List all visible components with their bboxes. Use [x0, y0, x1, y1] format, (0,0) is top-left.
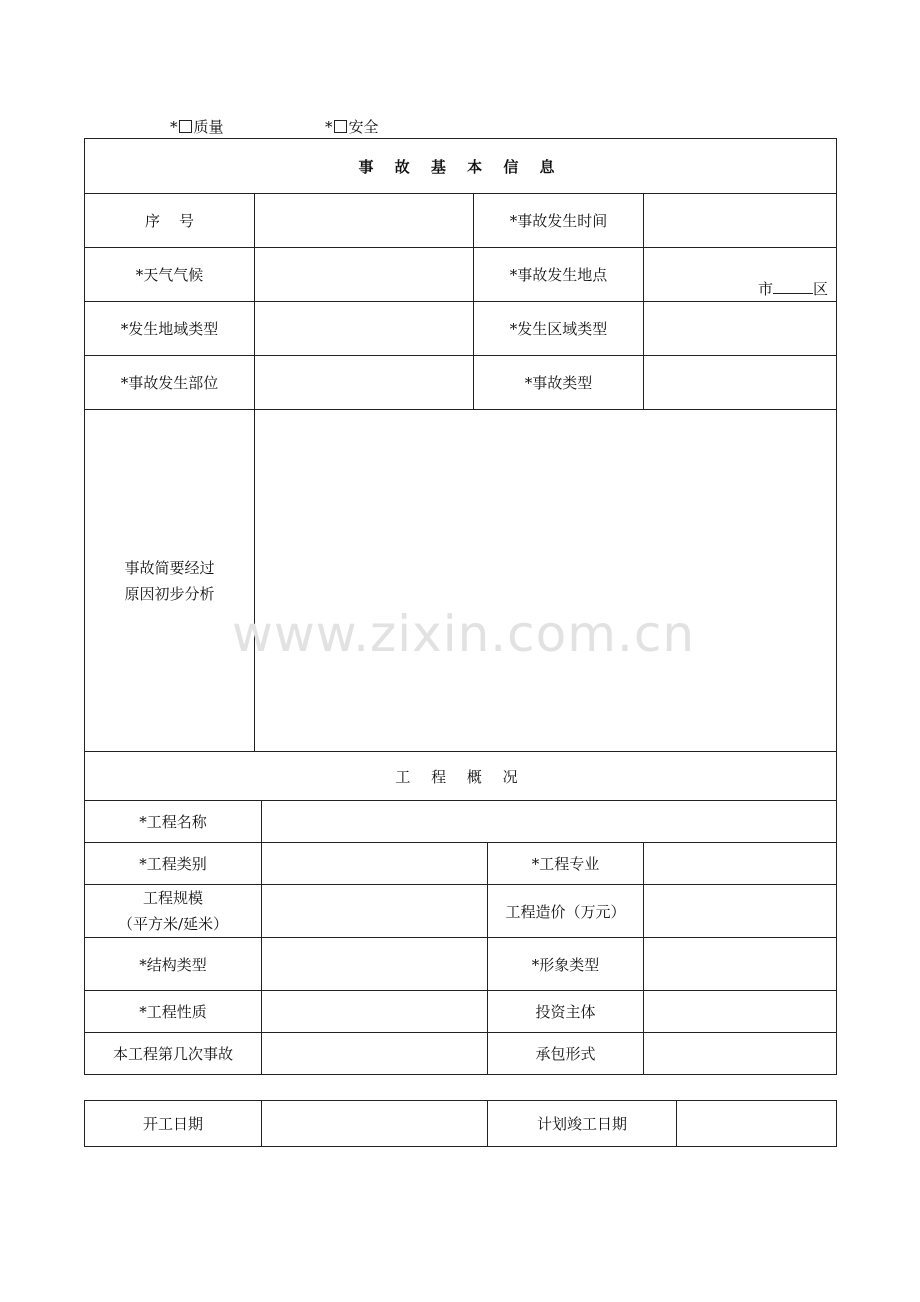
location-district-blank[interactable]	[773, 279, 813, 294]
project-name-label: *工程名称	[85, 801, 262, 843]
start-date-field[interactable]	[262, 1101, 488, 1147]
project-overview-heading: 工 程 概 况	[85, 752, 837, 801]
accident-type-label: *事故类型	[474, 356, 644, 410]
safety-check[interactable]	[325, 116, 379, 137]
summary-label-line1: 事故简要经过	[124, 558, 215, 577]
region-type-label: *发生地域类型	[85, 302, 255, 356]
accident-count-label: 本工程第几次事故	[85, 1033, 262, 1075]
accident-report-table	[84, 138, 837, 1075]
planned-completion-label: 计划竣工日期	[488, 1101, 677, 1147]
location-city-district	[758, 278, 828, 299]
accident-part-label: *事故发生部位	[85, 356, 255, 410]
site-watermark: www.zixin.com.cn	[232, 605, 696, 663]
contract-form-field[interactable]	[644, 1033, 837, 1075]
quality-required-mark: *	[170, 117, 178, 136]
occurrence-time-field[interactable]	[644, 194, 837, 248]
contract-form-label: 承包形式	[488, 1033, 644, 1075]
project-scale-field[interactable]	[262, 885, 488, 938]
start-date-label: 开工日期	[85, 1101, 262, 1147]
accident-info-heading: 事 故 基 本 信 息	[85, 139, 837, 194]
investor-label: 投资主体	[488, 991, 644, 1033]
quality-check[interactable]	[170, 116, 224, 137]
schedule-table	[84, 1100, 837, 1147]
serial-no-label: 序 号	[85, 194, 255, 248]
project-specialty-field[interactable]	[644, 843, 837, 885]
investor-field[interactable]	[644, 991, 837, 1033]
image-type-field[interactable]	[644, 938, 837, 991]
location-field[interactable]	[644, 248, 837, 302]
area-type-field[interactable]	[644, 302, 837, 356]
accident-type-field[interactable]	[644, 356, 837, 410]
serial-no-field[interactable]	[255, 194, 474, 248]
project-cost-field[interactable]	[644, 885, 837, 938]
summary-label	[85, 410, 255, 752]
project-category-field[interactable]	[262, 843, 488, 885]
weather-label: *天气气候	[85, 248, 255, 302]
project-scale-label	[85, 885, 262, 938]
quality-checkbox[interactable]	[179, 120, 192, 133]
summary-field[interactable]	[255, 410, 837, 752]
location-label: *事故发生地点	[474, 248, 644, 302]
project-name-field[interactable]	[262, 801, 837, 843]
summary-label-line2: 原因初步分析	[124, 584, 215, 603]
region-type-field[interactable]	[255, 302, 474, 356]
safety-required-mark: *	[325, 117, 333, 136]
structure-type-field[interactable]	[262, 938, 488, 991]
occurrence-time-label: *事故发生时间	[474, 194, 644, 248]
location-city: 市	[757, 280, 773, 298]
project-cost-label: 工程造价（万元）	[488, 885, 644, 938]
area-type-label: *发生区域类型	[474, 302, 644, 356]
structure-type-label: *结构类型	[85, 938, 262, 991]
image-type-label: *形象类型	[488, 938, 644, 991]
project-category-label: *工程类别	[85, 843, 262, 885]
project-scale-label-line1: 工程规模	[142, 889, 203, 907]
location-district: 区	[812, 280, 828, 298]
project-nature-label: *工程性质	[85, 991, 262, 1033]
accident-part-field[interactable]	[255, 356, 474, 410]
project-nature-field[interactable]	[262, 991, 488, 1033]
project-scale-label-line2: （平方米/延米）	[117, 915, 229, 933]
accident-count-field[interactable]	[262, 1033, 488, 1075]
quality-label: 质量	[193, 118, 224, 136]
project-specialty-label: *工程专业	[488, 843, 644, 885]
weather-field[interactable]	[255, 248, 474, 302]
safety-label: 安全	[348, 118, 379, 136]
planned-completion-field[interactable]	[677, 1101, 837, 1147]
safety-checkbox[interactable]	[334, 120, 347, 133]
